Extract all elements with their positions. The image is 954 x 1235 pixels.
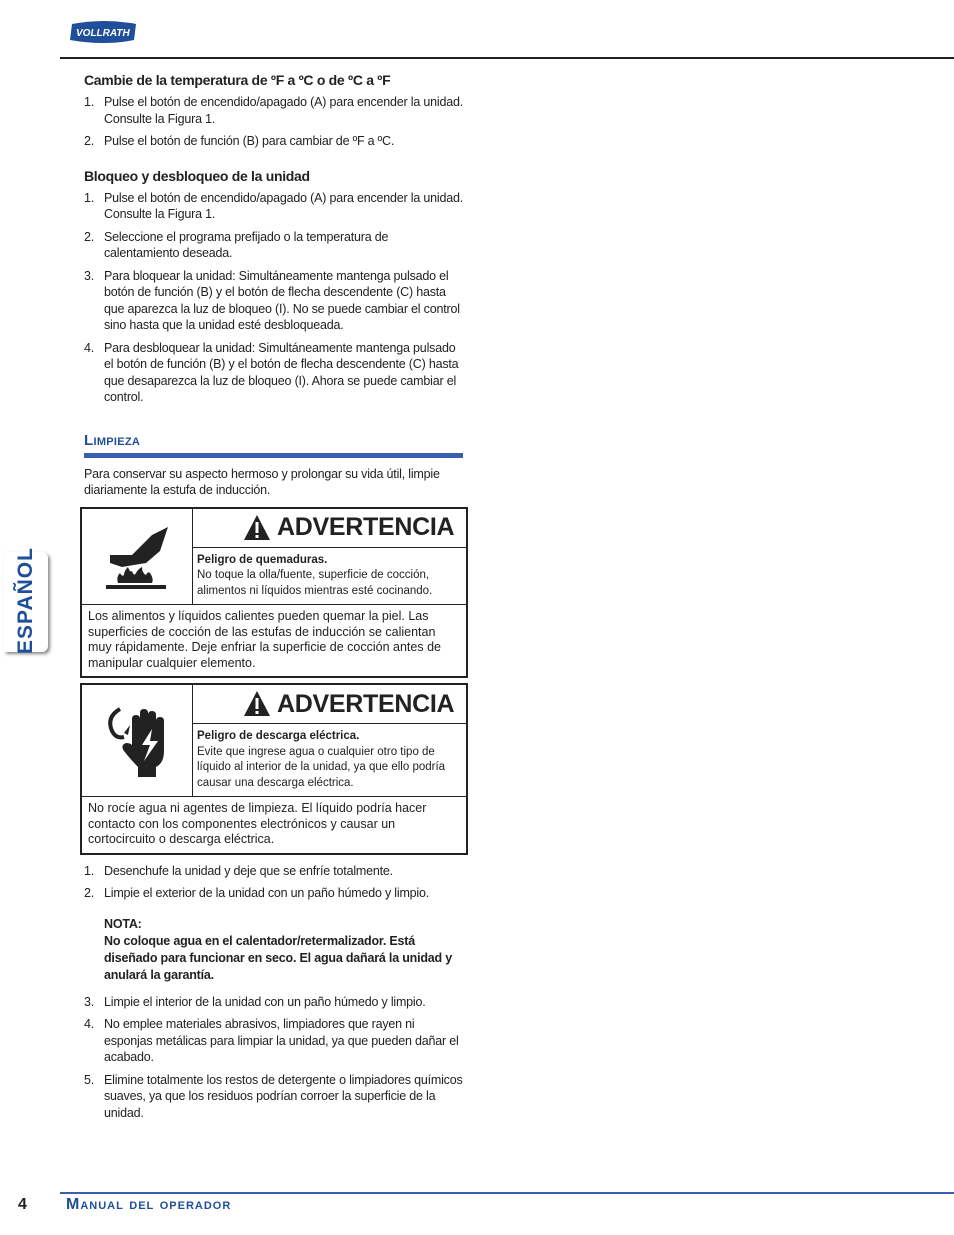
list-item xyxy=(84,94,464,127)
item-text: Desenchufe la unidad y deje que se enfríe totalmente. xyxy=(104,863,393,878)
cleaning-intro: Para conservar su aspecto hermoso y prolongar su vida útil, limpie diariamente la estufa de inducción. xyxy=(84,466,440,497)
temperature-steps xyxy=(84,94,464,150)
language-tab-label: ESPAÑOL xyxy=(14,547,37,654)
item-number: 2. xyxy=(84,886,95,900)
item-text: Para desbloquear la unidad: Simultáneamente mantenga pulsado el botón de función (B) y el botón de flecha descendente (C) hasta que desaparezca la luz de bloqueo (I). Ahora se puede cambiar el control. xyxy=(104,340,459,404)
item-number: 4. xyxy=(84,340,95,355)
hazard-title: Peligro de descarga eléctrica. xyxy=(197,730,360,742)
warning-heading: ADVERTENCIA xyxy=(277,689,455,718)
footer-rule xyxy=(60,1192,954,1194)
item-number: 5. xyxy=(84,1072,95,1087)
svg-text:VOLLRATH: VOLLRATH xyxy=(76,28,130,39)
item-text: Para bloquear la unidad: Simultáneamente mantenga pulsado el botón de función (B) y el botón de flecha descendente (C) hasta que aparezca la luz de bloqueo (I). No se puede cambiar el control sino hasta que la unidad esté desbloqueada. xyxy=(104,268,460,332)
list-item xyxy=(84,229,464,262)
item-number: 3. xyxy=(84,994,95,1009)
item-text: Limpie el exterior de la unidad con un paño húmedo y limpio. xyxy=(104,886,430,900)
burn-warning-box xyxy=(80,507,468,679)
top-rule xyxy=(60,57,954,59)
item-number: 1. xyxy=(84,863,95,878)
shock-warning-box xyxy=(80,683,468,855)
item-text: No emplee materiales abrasivos, limpiadores que rayen ni esponjas metálicas para limpiar la unidad, ya que pueden dañar el acabado. xyxy=(104,1017,459,1064)
item-number: 4. xyxy=(84,1017,95,1031)
item-number: 1. xyxy=(84,95,95,109)
section-title-lock: Bloqueo y desbloqueo de la unidad xyxy=(84,167,310,184)
list-item xyxy=(84,994,464,1011)
list-item xyxy=(84,340,464,406)
main-content xyxy=(84,64,464,1127)
list-item xyxy=(84,863,464,880)
warning-body: No rocíe agua ni agentes de limpieza. El líquido podría hacer contacto con los componentes electrónicos y causar un cortocircuito o descarga eléctrica. xyxy=(88,801,427,846)
item-text: Seleccione el programa prefijado o la temperatura de calentamiento deseada. xyxy=(104,229,389,260)
page-number: 4 xyxy=(18,1196,27,1213)
footer-manual-title: Manual del operador xyxy=(66,1196,232,1213)
note xyxy=(84,916,464,984)
item-text: Pulse el botón de encendido/apagado (A) para encender la unidad. Consulte la Figura 1. xyxy=(104,95,464,126)
list-item xyxy=(84,133,464,150)
item-text: Elimine totalmente los restos de detergente o limpiadores químicos suaves, ya que los residuos podrían corroer la superficie de la unidad. xyxy=(104,1072,463,1120)
item-number: 3. xyxy=(84,268,95,283)
vollrath-logo xyxy=(68,20,140,46)
item-text: Limpie el interior de la unidad con un paño húmedo y limpio. xyxy=(104,994,426,1009)
electric-shock-icon xyxy=(82,685,193,796)
list-item xyxy=(84,885,464,902)
item-text: Pulse el botón de encendido/apagado (A) para encender la unidad. Consulte la Figura 1. xyxy=(104,190,464,221)
warning-triangle-icon xyxy=(243,690,271,718)
list-item xyxy=(84,268,464,334)
warning-heading: ADVERTENCIA xyxy=(277,513,455,541)
note-label: NOTA: xyxy=(104,916,142,931)
note-text: No coloque agua en el calentador/retermalizador. Está diseñado para funcionar en seco. El agua dañará la unidad y anulará la garantía. xyxy=(104,933,453,982)
list-item xyxy=(84,1016,464,1066)
item-number: 2. xyxy=(84,134,95,148)
hazard-title: Peligro de quemaduras. xyxy=(197,553,328,566)
warning-body: Los alimentos y líquidos calientes pueden quemar la piel. Las superficies de cocción de las estufas de inducción se calientan muy rápidamente. Deje enfriar la superficie de cocción antes de manipular cualquier elemento. xyxy=(88,609,441,670)
hot-surface-icon xyxy=(82,509,193,605)
item-number: 1. xyxy=(84,190,95,205)
section-rule xyxy=(84,453,463,458)
item-number: 2. xyxy=(84,229,95,244)
hazard-text: Evite que ingrese agua o cualquier otro tipo de líquido al interior de la unidad, ya que ello podría causar una descarga eléctrica. xyxy=(197,745,446,789)
cleaning-steps-continued xyxy=(84,994,464,1122)
list-item xyxy=(84,1072,464,1122)
warning-triangle-icon xyxy=(243,514,271,542)
list-item xyxy=(84,190,464,223)
hazard-text: No toque la olla/fuente, superficie de cocción, alimentos ni líquidos mientras esté cocinando. xyxy=(197,569,433,597)
section-title-temperature: Cambie de la temperatura de ºF a ºC o de ºC a ºF xyxy=(84,72,391,88)
cleaning-steps xyxy=(84,863,464,902)
lock-steps xyxy=(84,190,464,406)
item-text: Pulse el botón de función (B) para cambiar de ºF a ºC. xyxy=(104,134,395,148)
language-tab xyxy=(4,547,48,654)
section-title-cleaning: Limpieza xyxy=(84,431,141,449)
